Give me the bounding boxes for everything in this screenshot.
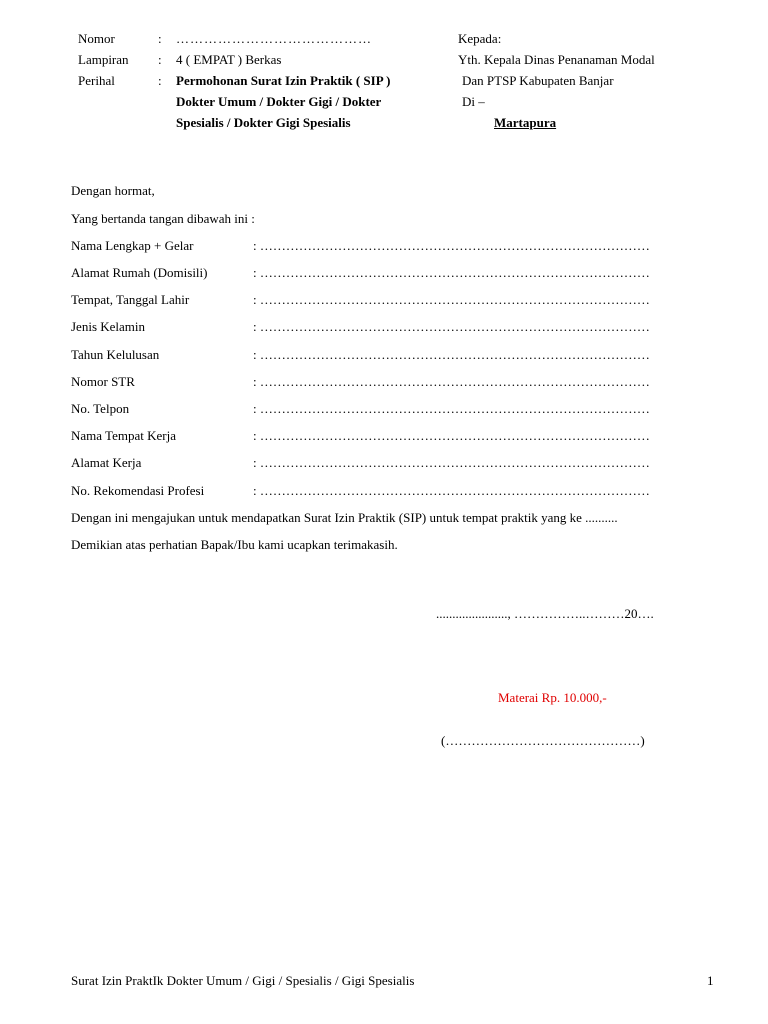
intro-line: Yang bertanda tangan dibawah ini :	[71, 211, 255, 226]
nomor-label: Nomor	[78, 31, 115, 46]
lampiran-label: Lampiran	[78, 52, 129, 67]
field-value: : ………………………………………………………………………………	[253, 292, 650, 307]
field-label: Alamat Rumah (Domisili)	[71, 265, 208, 280]
perihal-line-2: Dokter Umum / Dokter Gigi / Dokter	[176, 94, 382, 109]
field-label: Alamat Kerja	[71, 455, 142, 470]
field-value: : ………………………………………………………………………………	[253, 347, 650, 362]
field-label: No. Telpon	[71, 401, 130, 416]
field-label: Nama Tempat Kerja	[71, 428, 176, 443]
field-label: Jenis Kelamin	[71, 319, 146, 334]
field-label: Nomor STR	[71, 374, 135, 389]
footer-title: Surat Izin PraktIk Dokter Umum / Gigi / Spesialis / Gigi Spesialis	[71, 973, 415, 988]
field-label: Tempat, Tanggal Lahir	[71, 292, 190, 307]
recipient-kepada: Kepada:	[458, 31, 502, 46]
request-paragraph: Dengan ini mengajukan untuk mendapatkan Surat Izin Praktik (SIP) untuk tempat praktik yang ke ..........	[71, 510, 618, 525]
field-value: : ………………………………………………………………………………	[253, 374, 650, 389]
field-value: : ………………………………………………………………………………	[253, 455, 650, 470]
recipient-line-1: Yth. Kepala Dinas Penanaman Modal	[458, 52, 655, 67]
lampiran-value: 4 ( EMPAT ) Berkas	[176, 52, 282, 67]
field-value: : ………………………………………………………………………………	[253, 319, 650, 334]
field-label: Nama Lengkap + Gelar	[71, 238, 194, 253]
recipient-city: Martapura	[494, 115, 557, 130]
field-label: No. Rekomendasi Profesi	[71, 483, 205, 498]
field-value: : ………………………………………………………………………………	[253, 265, 650, 280]
perihal-colon: :	[158, 73, 162, 88]
field-value: : ………………………………………………………………………………	[253, 238, 650, 253]
nomor-value: ……………………………………	[176, 31, 372, 46]
perihal-label: Perihal	[78, 73, 115, 88]
page-number: 1	[707, 973, 714, 988]
greeting: Dengan hormat,	[71, 183, 155, 198]
field-value: : ………………………………………………………………………………	[253, 483, 650, 498]
field-value: : ………………………………………………………………………………	[253, 401, 650, 416]
recipient-line-2: Dan PTSP Kabupaten Banjar	[462, 73, 614, 88]
recipient-line-3: Di –	[462, 94, 485, 109]
stamp-duty-label: Materai Rp. 10.000,-	[498, 690, 607, 705]
perihal-line-3: Spesialis / Dokter Gigi Spesialis	[176, 115, 351, 130]
field-value: : ………………………………………………………………………………	[253, 428, 650, 443]
place-date-line: ......................, ……………..………20….	[436, 606, 654, 621]
nomor-colon: :	[158, 31, 162, 46]
lampiran-colon: :	[158, 52, 162, 67]
perihal-line-1: Permohonan Surat Izin Praktik ( SIP )	[176, 73, 391, 88]
closing-paragraph: Demikian atas perhatian Bapak/Ibu kami ucapkan terimakasih.	[71, 537, 398, 552]
signature-name-line: (………………………………………)	[441, 733, 645, 748]
field-label: Tahun Kelulusan	[71, 347, 160, 362]
